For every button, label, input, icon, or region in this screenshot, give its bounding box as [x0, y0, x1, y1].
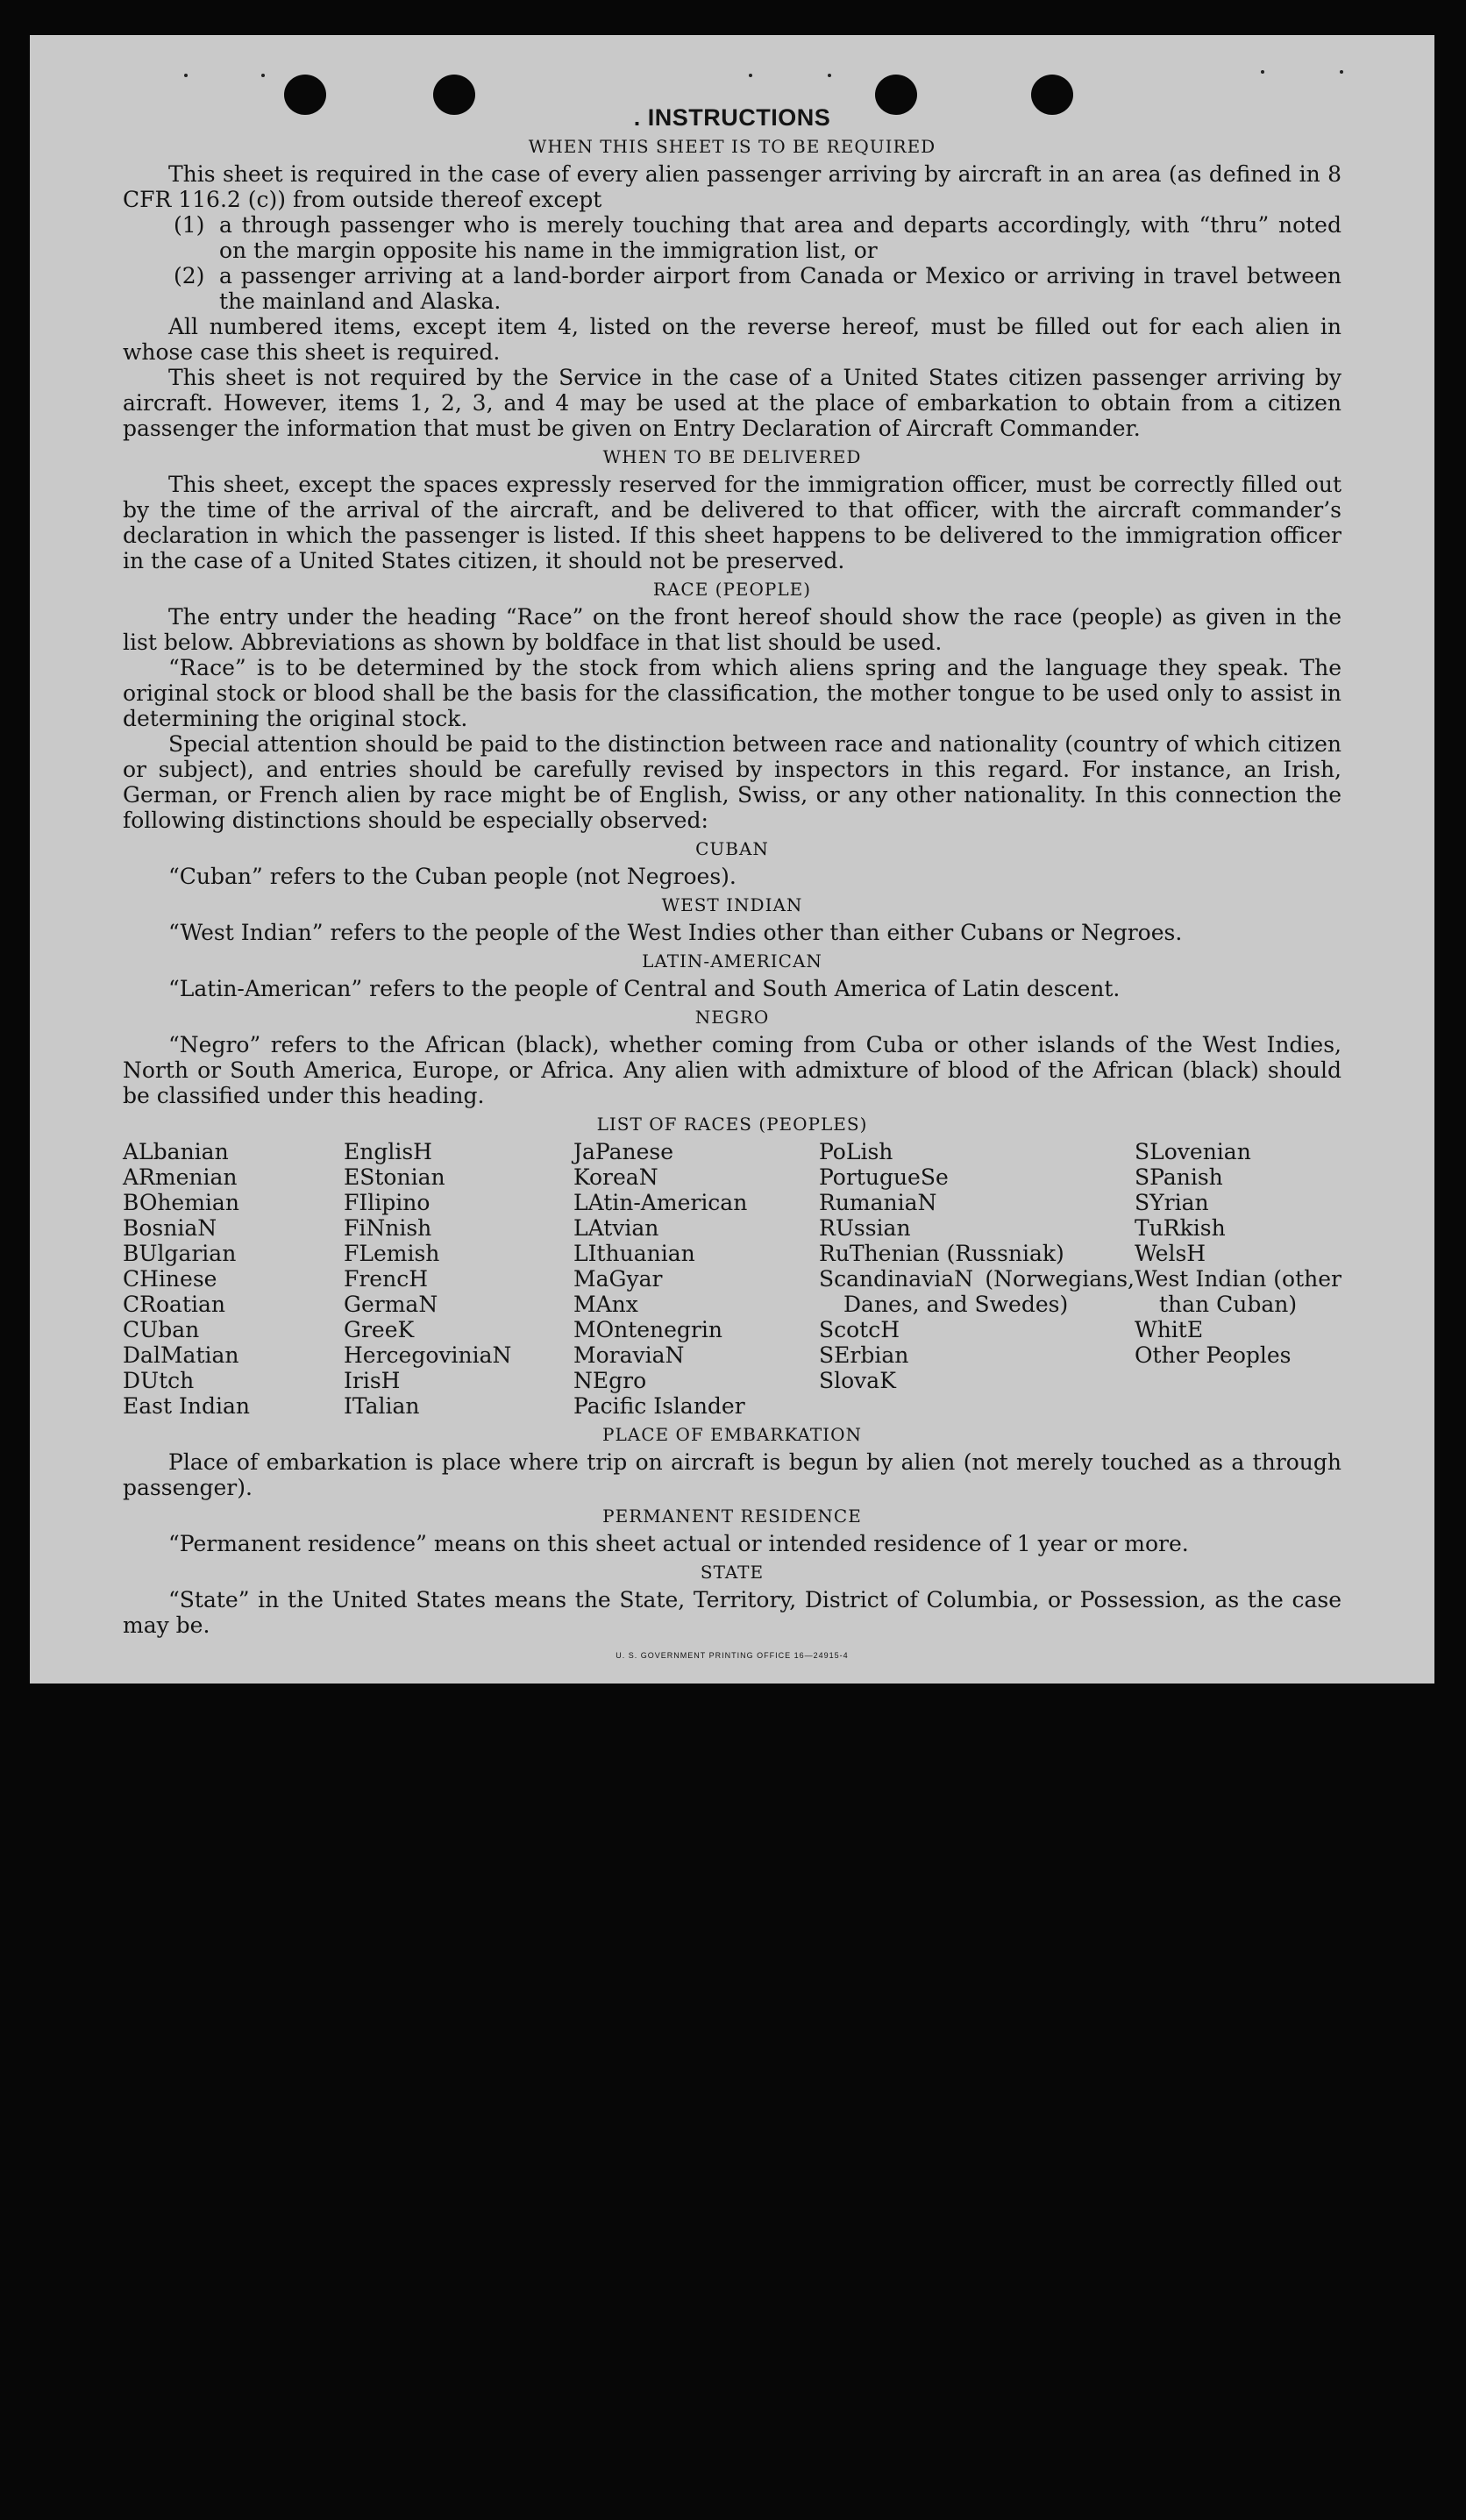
exception-item-1 [174, 212, 1341, 263]
race-entry: ScandinaviaN (Norwegians, Danes, and Swedes) [819, 1266, 1135, 1317]
printing-office-footer: U. S. GOVERNMENT PRINTING OFFICE 16—24915-4 [616, 1651, 849, 1660]
residence-paragraph: “Permanent residence” means on this sheet actual or intended residence of 1 year or more. [168, 1531, 1189, 1556]
race-entry: RuThenian (Russniak) [819, 1241, 1064, 1266]
races-column-1 [123, 1139, 344, 1419]
race-entry: DUtch [123, 1368, 195, 1393]
race-entry: LIthuanian [573, 1241, 695, 1266]
race-entry: RumaniaN [819, 1190, 937, 1215]
required-paragraph-3: This sheet is not required by the Service in the case of a United States citizen passenger arriving by aircraft. However, items 1, 2, 3, and 4 may be used at the place of embarkation to obtain from a citizen passenger the information that must be given on Entry Declaration of Aircraft Commander. [123, 365, 1341, 441]
race-entry: LAtvian [573, 1215, 659, 1241]
races-list [123, 1139, 1341, 1419]
race-entry: GreeK [344, 1317, 415, 1342]
race-entry: SPanish [1135, 1164, 1223, 1190]
embarkation-paragraph: Place of embarkation is place where trip on aircraft is begun by alien (not merely touched as a through passenger). [123, 1449, 1341, 1500]
race-entry: EStonian [344, 1164, 445, 1190]
west-indian-paragraph: “West Indian” refers to the people of the West Indies other than either Cubans or Negroes. [168, 920, 1183, 945]
section-heading-negro: NEGRO [694, 1007, 770, 1028]
item-number: (2) [174, 263, 205, 288]
item-text: a passenger arriving at a land-border airport from Canada or Mexico or arriving in travel between the mainland and Alaska. [219, 263, 1341, 314]
negro-paragraph: “Negro” refers to the African (black), whether coming from Cuba or other islands of the West Indies, North or South America, Europe, or Africa. Any alien with admixture of blood of the African (black) should be classified under this heading. [123, 1032, 1341, 1108]
section-heading-list-of-races: LIST OF RACES (PEOPLES) [596, 1114, 868, 1135]
race-entry: FLemish [344, 1241, 440, 1266]
race-entry: SErbian [819, 1342, 909, 1368]
race-entry: Other Peoples [1135, 1342, 1292, 1368]
punch-hole [1031, 75, 1073, 115]
race-entry: SlovaK [819, 1368, 896, 1393]
punch-hole [433, 75, 475, 115]
cuban-paragraph: “Cuban” refers to the Cuban people (not Negroes). [168, 864, 737, 889]
section-heading-latin-american: LATIN-AMERICAN [642, 950, 822, 972]
race-entry: ARmenian [123, 1164, 238, 1190]
delivered-paragraph: This sheet, except the spaces expressly reserved for the immigration officer, must be correctly filled out by the time of the arrival of the aircraft, and be delivered to that officer, with the aircraft commander’s declaration in which the passenger is listed. If this sheet happens to be delivered to the immigration officer in the case of a United States citizen, it should not be preserved. [123, 472, 1341, 573]
section-heading-state: STATE [700, 1562, 765, 1583]
race-entry: FIlipino [344, 1190, 431, 1215]
race-entry: MoraviaN [573, 1342, 685, 1368]
race-paragraph-2: “Race” is to be determined by the stock from which aliens spring and the language they speak. The original stock or blood shall be the basis for the classification, the mother tongue to be used only to assist in determining the original stock. [123, 655, 1341, 731]
race-entry: JaPanese [573, 1139, 674, 1164]
punch-hole [875, 75, 917, 115]
race-entry: PortugueSe [819, 1164, 949, 1190]
race-entry: NEgro [573, 1368, 647, 1393]
race-entry: WhitE [1135, 1317, 1204, 1342]
section-heading-embarkation: PLACE OF EMBARKATION [602, 1424, 862, 1445]
section-heading-required: WHEN THIS SHEET IS TO BE REQUIRED [528, 136, 936, 157]
punch-hole [284, 75, 326, 115]
section-heading-race: RACE (PEOPLE) [652, 579, 812, 600]
races-column-5 [1135, 1139, 1341, 1419]
race-entry: Pacific Islander [573, 1393, 745, 1419]
required-intro: This sheet is required in the case of every alien passenger arriving by aircraft in an area (as defined in 8 CFR 116.2 (c)) from outside thereof except [123, 161, 1341, 212]
item-text: a through passenger who is merely touching that area and departs accordingly, with “thru” noted on the margin opposite his name in the immigration list, or [219, 212, 1341, 263]
race-entry: LAtin-American [573, 1190, 748, 1215]
race-entry: FrencH [344, 1266, 428, 1292]
race-entry: ALbanian [123, 1139, 229, 1164]
race-entry: WelsH [1135, 1241, 1206, 1266]
race-entry: TuRkish [1135, 1215, 1226, 1241]
race-entry: MAnx [573, 1292, 638, 1317]
race-entry: BUlgarian [123, 1241, 237, 1266]
race-entry: MOntenegrin [573, 1317, 722, 1342]
state-paragraph: “State” in the United States means the State, Territory, District of Columbia, or Possession, as the case may be. [123, 1587, 1341, 1638]
required-paragraph-2: All numbered items, except item 4, listed on the reverse hereof, must be filled out for each alien in whose case this sheet is required. [123, 314, 1341, 365]
item-number: (1) [174, 212, 205, 238]
race-entry: GermaN [344, 1292, 438, 1317]
race-entry: ITalian [344, 1393, 420, 1419]
section-heading-west-indian: WEST INDIAN [661, 894, 803, 915]
race-entry: HercegoviniaN [344, 1342, 512, 1368]
race-entry: DalMatian [123, 1342, 239, 1368]
race-entry: EnglisH [344, 1139, 432, 1164]
race-entry: MaGyar [573, 1266, 663, 1292]
instruction-sheet [30, 35, 1434, 1684]
race-entry: SLovenian [1135, 1139, 1251, 1164]
race-entry: FiNnish [344, 1215, 432, 1241]
race-entry: CUban [123, 1317, 200, 1342]
races-column-3 [573, 1139, 819, 1419]
race-entry: CHinese [123, 1266, 217, 1292]
race-entry: CRoatian [123, 1292, 225, 1317]
race-entry: BOhemian [123, 1190, 239, 1215]
race-entry: East Indian [123, 1393, 250, 1419]
race-entry: IrisH [344, 1368, 401, 1393]
race-paragraph-1: The entry under the heading “Race” on the front hereof should show the race (people) as given in the list below. Abbreviations as shown by boldface in that list should be used. [123, 604, 1341, 655]
race-entry: ScotcH [819, 1317, 900, 1342]
section-heading-cuban: CUBAN [695, 838, 769, 859]
races-column-2 [344, 1139, 573, 1419]
race-entry: PoLish [819, 1139, 893, 1164]
race-entry: West Indian (other than Cuban) [1135, 1266, 1341, 1317]
section-heading-delivered: WHEN TO BE DELIVERED [602, 446, 862, 467]
section-heading-residence: PERMANENT RESIDENCE [602, 1506, 862, 1527]
race-entry: RUssian [819, 1215, 911, 1241]
page-title: . INSTRUCTIONS [633, 104, 831, 131]
race-paragraph-3: Special attention should be paid to the distinction between race and nationality (country of which citizen or subject), and entries should be carefully revised by inspectors in this regard. For instance, an Irish, German, or French alien by race might be of English, Swiss, or any other nationality. In this connection the following distinctions should be especially observed: [123, 731, 1341, 833]
race-entry: SYrian [1135, 1190, 1209, 1215]
races-column-4 [819, 1139, 1135, 1419]
latin-american-paragraph: “Latin-American” refers to the people of Central and South America of Latin descent. [168, 976, 1121, 1001]
race-entry: BosniaN [123, 1215, 217, 1241]
race-entry: KoreaN [573, 1164, 658, 1190]
exception-item-2 [174, 263, 1341, 314]
